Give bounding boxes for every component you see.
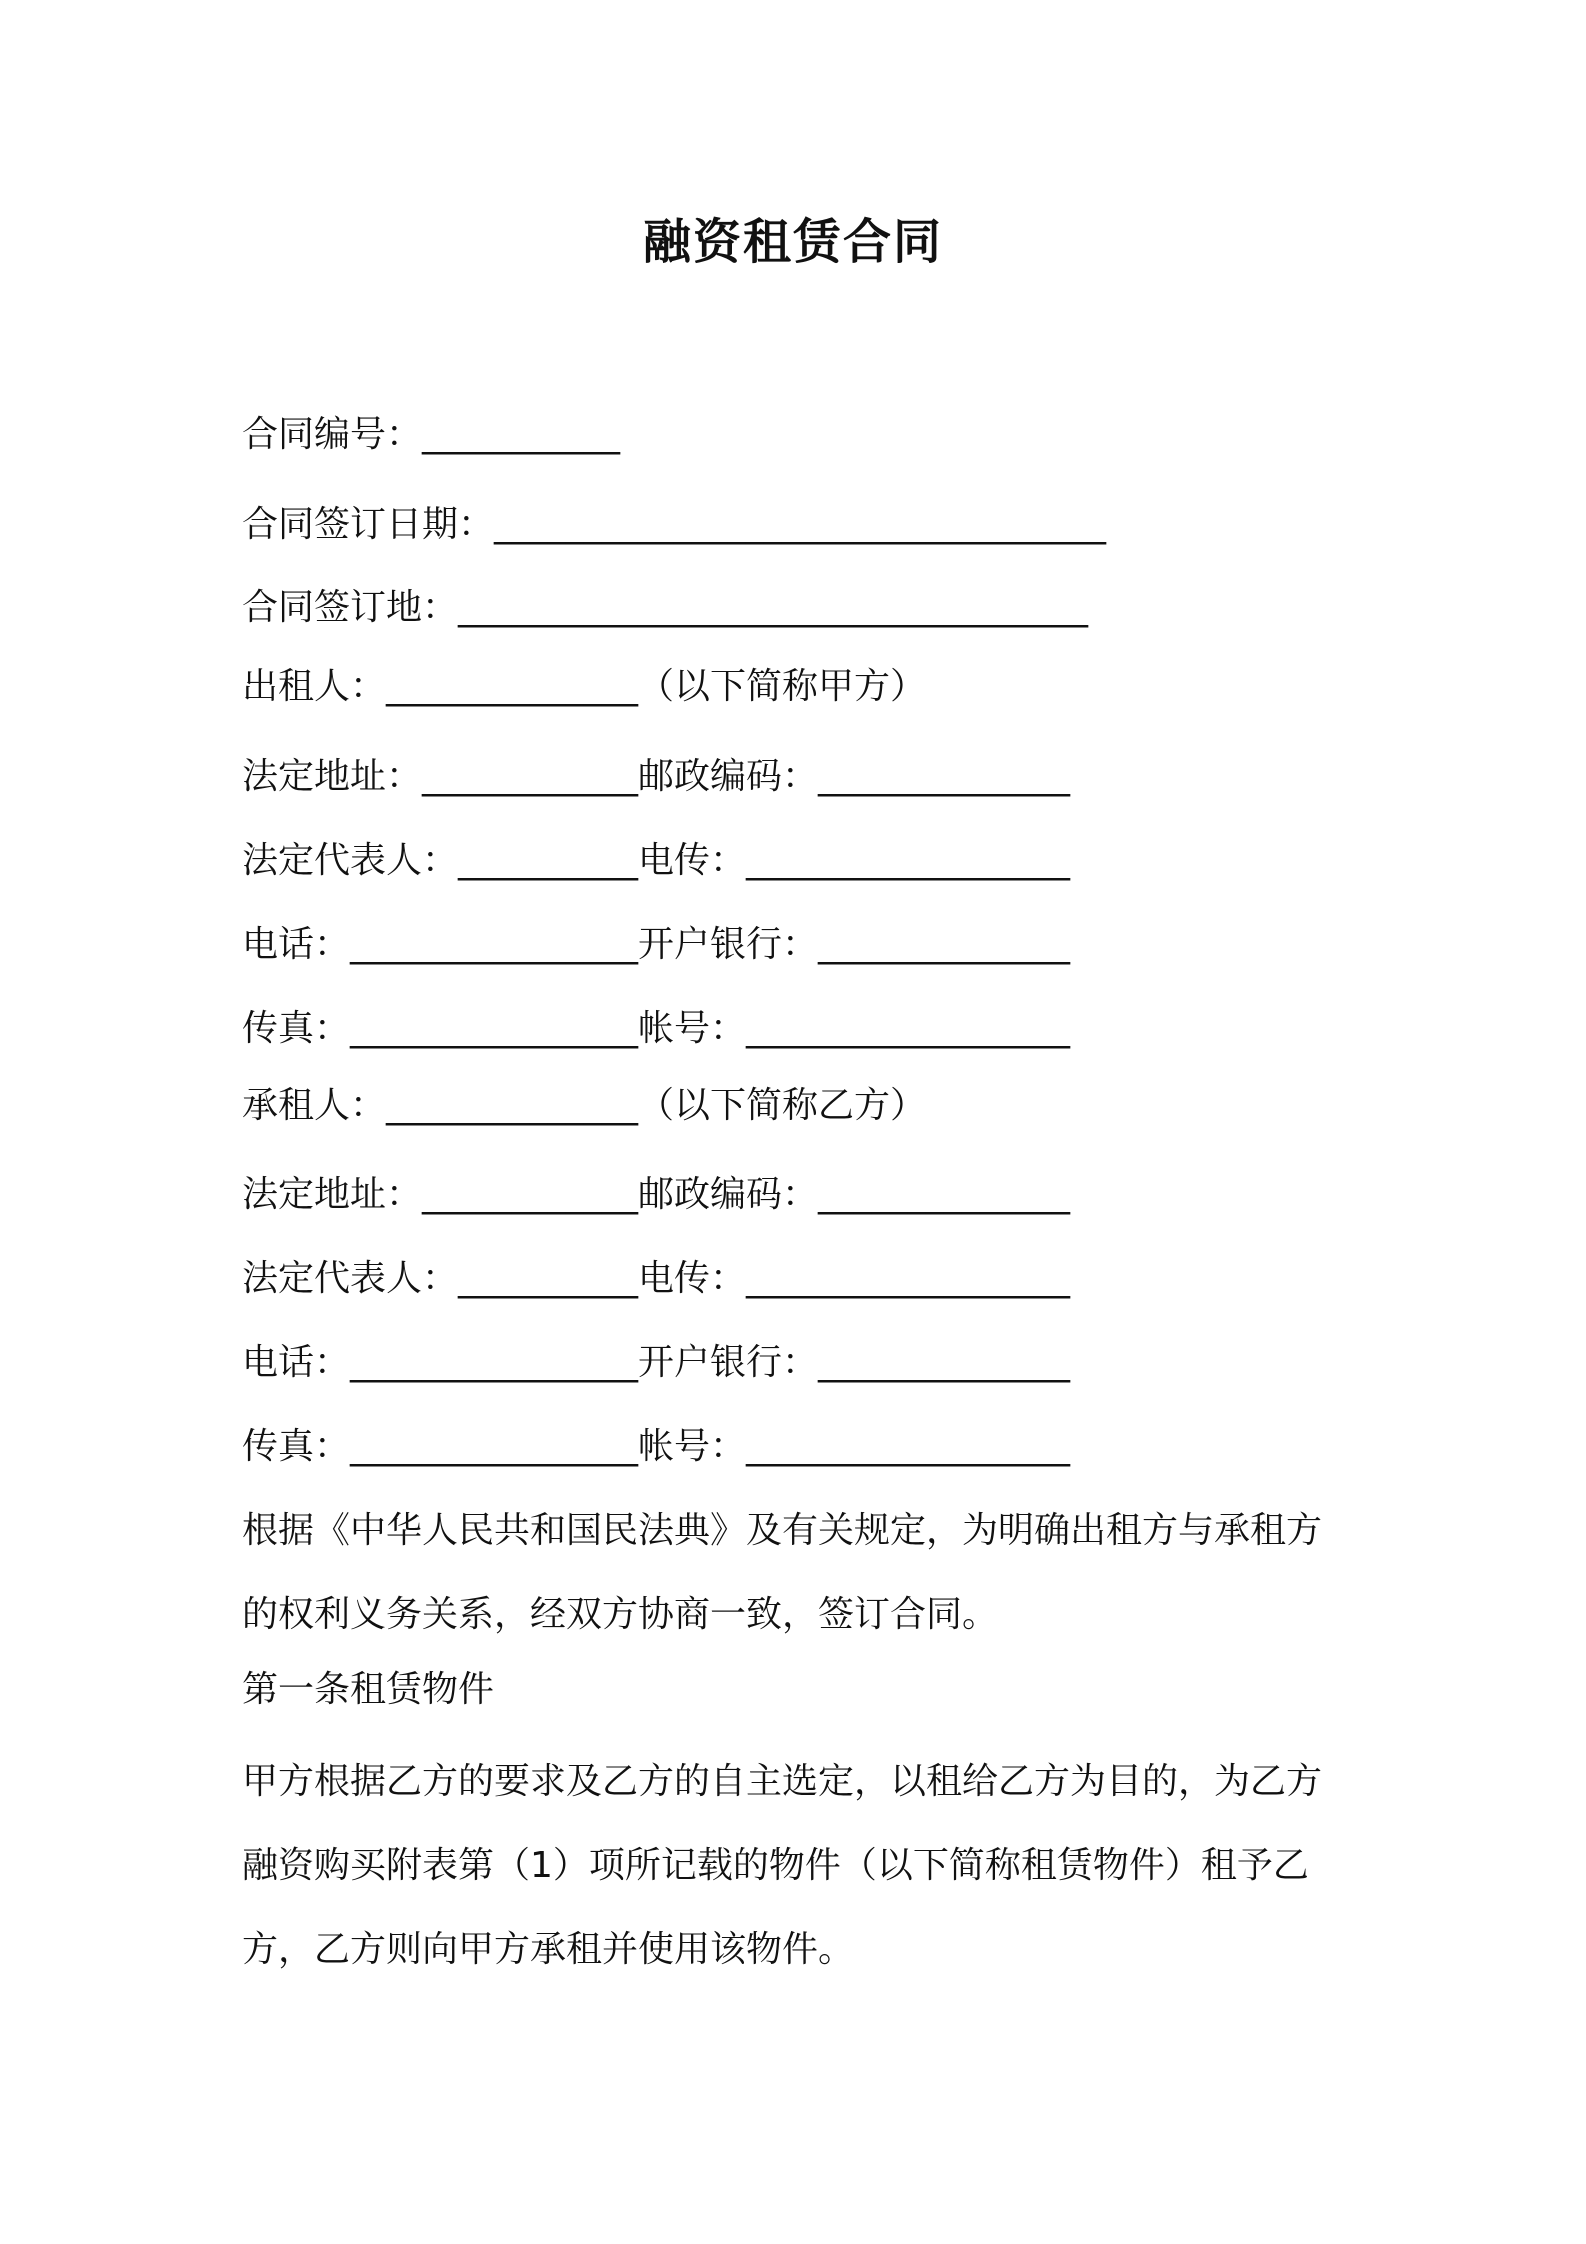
article-1-line: 融资购买附表第（1）项所记载的物件（以下简称租赁物件）租予乙: [242, 1845, 1309, 1886]
signing-date-line: 合同签订日期：__________________________________: [242, 504, 1107, 545]
signing-place-line: 合同签订地：___________________________________: [242, 587, 1089, 628]
intro-line: 根据《中华人民共和国民法典》及有关规定，为明确出租方与承租方: [242, 1510, 1323, 1551]
article-1-line: 方，乙方则向甲方承租并使用该物件。: [242, 1929, 855, 1970]
lessor-line: 出租人：______________（以下简称甲方）: [242, 666, 927, 707]
article-1-heading: 第一条租赁物件: [242, 1669, 495, 1710]
lessee-fax-line: 传真：________________帐号：__________________: [242, 1426, 1071, 1467]
lessee-line: 承租人：______________（以下简称乙方）: [242, 1085, 927, 1126]
lessor-fax-line: 传真：________________帐号：__________________: [242, 1008, 1071, 1049]
contract-number-line: 合同编号：___________: [242, 414, 621, 455]
lessee-phone-line: 电话：________________开户银行：______________: [242, 1342, 1071, 1383]
intro-line: 的权利义务关系，经双方协商一致，签订合同。: [242, 1594, 999, 1635]
document-title: 融资租赁合同: [642, 214, 943, 270]
article-1-body: [242, 1740, 1362, 1992]
lessor-phone-line: 电话：________________开户银行：______________: [242, 924, 1071, 965]
lessor-address-line: 法定地址：____________邮政编码：______________: [242, 756, 1071, 797]
lessor-representative-line: 法定代表人：__________电传：__________________: [242, 840, 1071, 881]
lessee-representative-line: 法定代表人：__________电传：__________________: [242, 1258, 1071, 1299]
article-1-line: 甲方根据乙方的要求及乙方的自主选定，以租给乙方为目的，为乙方: [242, 1761, 1323, 1802]
intro-paragraph: [242, 1489, 1362, 1657]
lessee-address-line: 法定地址：____________邮政编码：______________: [242, 1174, 1071, 1215]
